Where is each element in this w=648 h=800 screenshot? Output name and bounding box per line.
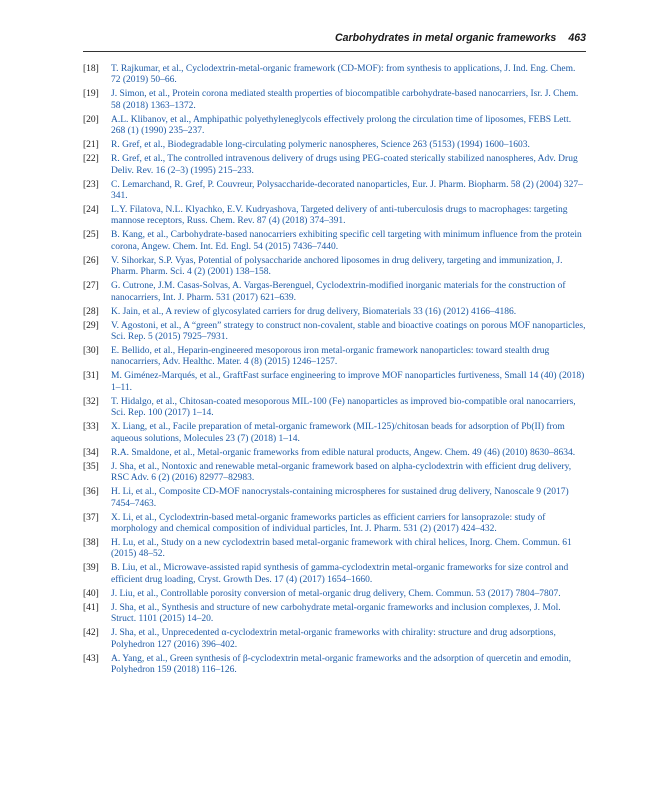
reference-number: [22]	[83, 154, 99, 165]
reference-text[interactable]: A.L. Klibanov, et al., Amphipathic polyethyleneglycols effectively prolong the circulation time of liposomes, FEBS Lett. 268 (1) (1990) 235–237.	[111, 114, 572, 137]
reference-text[interactable]: H. Li, et al., Composite CD-MOF nanocrystals-containing microspheres for sustained drug delivery, Nanoscale 9 (2017) 7454–7463.	[111, 487, 569, 509]
reference-item	[83, 281, 586, 304]
reference-item	[83, 371, 586, 394]
reference-text[interactable]: J. Sha, et al., Synthesis and structure of new carbohydrate metal-organic frameworks and inclusion complexes, J. Mol. Struct. 1101 (2015) 14–20.	[111, 602, 561, 625]
reference-item	[83, 448, 586, 459]
reference-text[interactable]: R. Gref, et al., Biodegradable long-circulating polymeric nanospheres, Science 263 (5153) (1994) 1600–1603.	[111, 140, 530, 151]
reference-item	[83, 589, 586, 600]
reference-number: [21]	[83, 140, 99, 151]
reference-text[interactable]: A. Yang, et al., Green synthesis of β-cyclodextrin metal-organic frameworks and the adsorption of quercetin and emodin, Polyhedron 159 (2018) 116–126.	[111, 653, 572, 675]
reference-text[interactable]: J. Simon, et al., Protein corona mediated stealth properties of biocompatible carbohydrate-based nanocarriers, Isr. J. Chem. 58 (2018) 1363–1372.	[111, 89, 579, 111]
reference-text[interactable]: R. Gref, et al., The controlled intravenous delivery of drugs using PEG-coated sterically stabilized nanospheres, Adv. Drug Deliv. Rev. 16 (2–3) (1995) 215–233.	[111, 154, 578, 176]
reference-text[interactable]: V. Sihorkar, S.P. Vyas, Potential of polysaccharide anchored liposomes in drug delivery, targeting and immunization, J. Pharm. Pharm. Sci. 4 (2) (2001) 138–158.	[111, 255, 563, 278]
reference-number: [23]	[83, 179, 99, 190]
running-title: Carbohydrates in metal organic frameworks	[334, 32, 557, 44]
reference-item	[83, 346, 586, 369]
reference-number: [30]	[83, 346, 99, 357]
reference-number: [33]	[83, 422, 99, 433]
reference-number: [20]	[83, 114, 99, 125]
reference-text[interactable]: T. Rajkumar, et al., Cyclodextrin-metal-organic framework (CD-MOF): from synthesis to applications, J. Ind. Eng. Chem. 72 (2019) 50–66.	[111, 64, 576, 86]
reference-text[interactable]: G. Cutrone, J.M. Casas-Solvas, A. Vargas-Berenguel, Cyclodextrin-modified inorganic materials for the construction of nanocarriers, Int. J. Pharm. 531 (2017) 621–639.	[111, 281, 566, 303]
reference-number: [25]	[83, 230, 99, 241]
reference-item	[83, 115, 586, 138]
reference-number: [28]	[83, 306, 99, 317]
reference-item	[83, 307, 586, 318]
reference-number: [26]	[83, 255, 99, 266]
reference-item	[83, 422, 586, 445]
reference-item	[83, 321, 586, 344]
reference-item	[83, 628, 586, 651]
reference-text[interactable]: B. Kang, et al., Carbohydrate-based nanocarriers exhibiting specific cell targeting with minimum influence from the protein corona, Angew. Chem. Int. Ed. Engl. 54 (2015) 7436–7440.	[111, 230, 582, 252]
reference-item	[83, 563, 586, 586]
reference-number: [31]	[83, 371, 99, 382]
reference-number: [43]	[83, 653, 99, 664]
reference-number: [42]	[83, 628, 99, 639]
reference-item	[83, 64, 586, 87]
reference-text[interactable]: K. Jain, et al., A review of glycosylated carriers for drug delivery, Biomaterials 33 (16) (2012) 4166–4186.	[111, 306, 517, 317]
reference-item	[83, 487, 586, 510]
reference-text[interactable]: B. Liu, et al., Microwave-assisted rapid synthesis of gamma-cyclodextrin metal-organic frameworks for size control and efficient drug loading, Cryst. Growth Des. 17 (4) (2017) 1654–1660.	[111, 563, 569, 585]
reference-item	[83, 654, 586, 677]
reference-item	[83, 89, 586, 112]
reference-number: [41]	[83, 602, 99, 613]
reference-number: [29]	[83, 320, 99, 331]
reference-number: [18]	[83, 64, 99, 74]
reference-number: [24]	[83, 205, 99, 216]
running-head	[335, 32, 586, 44]
reference-text[interactable]: C. Lemarchand, R. Gref, P. Couvreur, Polysaccharide-decorated nanoparticles, Eur. J. Pharm. Biopharm. 58 (2) (2004) 327–341.	[111, 179, 583, 202]
reference-list	[83, 64, 586, 679]
reference-item	[83, 154, 586, 177]
reference-number: [37]	[83, 512, 99, 523]
reference-item	[83, 538, 586, 561]
reference-number: [19]	[83, 89, 99, 100]
reference-text[interactable]: X. Li, et al., Cyclodextrin-based metal-organic frameworks particles as efficient carriers for lansoprazole: study of morphology and chemical composition of individual particles, Int. J. Pharm. 531 (2) (2017) 424–432.	[111, 512, 546, 534]
reference-item	[83, 603, 586, 626]
reference-text[interactable]: M. Giménez-Marqués, et al., GraftFast surface engineering to improve MOF nanoparticles furtiveness, Small 14 (40) (2018) 1–11.	[111, 371, 585, 393]
reference-number: [35]	[83, 461, 99, 472]
reference-text[interactable]: H. Lu, et al., Study on a new cyclodextrin based metal-organic framework with chiral helices, Inorg. Chem. Commun. 61 (2015) 48–52.	[111, 537, 572, 560]
reference-text[interactable]: J. Sha, et al., Unprecedented α-cyclodextrin metal-organic frameworks with chirality: structure and drug adsorptions, Polyhedron 127 (2016) 396–402.	[111, 628, 556, 650]
header-rule	[83, 51, 586, 52]
reference-number: [34]	[83, 447, 99, 458]
reference-number: [36]	[83, 487, 99, 498]
reference-number: [32]	[83, 396, 99, 407]
page-number: 463	[568, 32, 586, 44]
reference-item	[83, 256, 586, 279]
reference-text[interactable]: V. Agostoni, et al., A “green” strategy to construct non-covalent, stable and bioactive coatings on porous MOF nanoparticles, Sci. Rep. 5 (2015) 7925–7931.	[111, 320, 586, 343]
reference-number: [39]	[83, 563, 99, 574]
reference-text[interactable]: E. Bellido, et al., Heparin-engineered mesoporous iron metal-organic framework nanoparticles: toward stealth drug nanocarriers, Adv. Healthc. Mater. 4 (8) (2015) 1246–1257.	[111, 346, 550, 368]
reference-item	[83, 140, 586, 151]
reference-text[interactable]: X. Liang, et al., Facile preparation of metal-organic framework (MIL-125)/chitosan beads for adsorption of Pb(II) from aqueous solutions, Molecules 23 (7) (2018) 1–14.	[111, 422, 565, 444]
reference-item	[83, 513, 586, 536]
reference-item	[83, 397, 586, 420]
reference-item	[83, 462, 586, 485]
reference-text[interactable]: J. Sha, et al., Nontoxic and renewable metal-organic framework based on alpha-cyclodextrin with efficient drug delivery, RSC Adv. 6 (2) (2016) 82977–82983.	[111, 461, 572, 484]
reference-number: [38]	[83, 537, 99, 548]
reference-item	[83, 230, 586, 253]
reference-number: [27]	[83, 281, 99, 292]
reference-text[interactable]: R.A. Smaldone, et al., Metal-organic frameworks from edible natural products, Angew. Chem. 49 (46) (2010) 8630–8634.	[111, 447, 576, 458]
reference-item	[83, 205, 586, 228]
reference-item	[83, 180, 586, 203]
reference-text[interactable]: T. Hidalgo, et al., Chitosan-coated mesoporous MIL-100 (Fe) nanoparticles as improved bio-compatible oral nanocarriers, Sci. Rep. 100 (2017) 1–14.	[111, 396, 576, 419]
reference-number: [40]	[83, 588, 99, 599]
reference-text[interactable]: J. Liu, et al., Controllable porosity conversion of metal-organic drug delivery, Chem. Commun. 53 (2017) 7804–7807.	[111, 588, 561, 599]
reference-text[interactable]: L.Y. Filatova, N.L. Klyachko, E.V. Kudryashova, Targeted delivery of anti-tuberculosis drugs to macrophages: targeting mannose receptors, Russ. Chem. Rev. 87 (4) (2018) 374–391.	[111, 205, 568, 227]
